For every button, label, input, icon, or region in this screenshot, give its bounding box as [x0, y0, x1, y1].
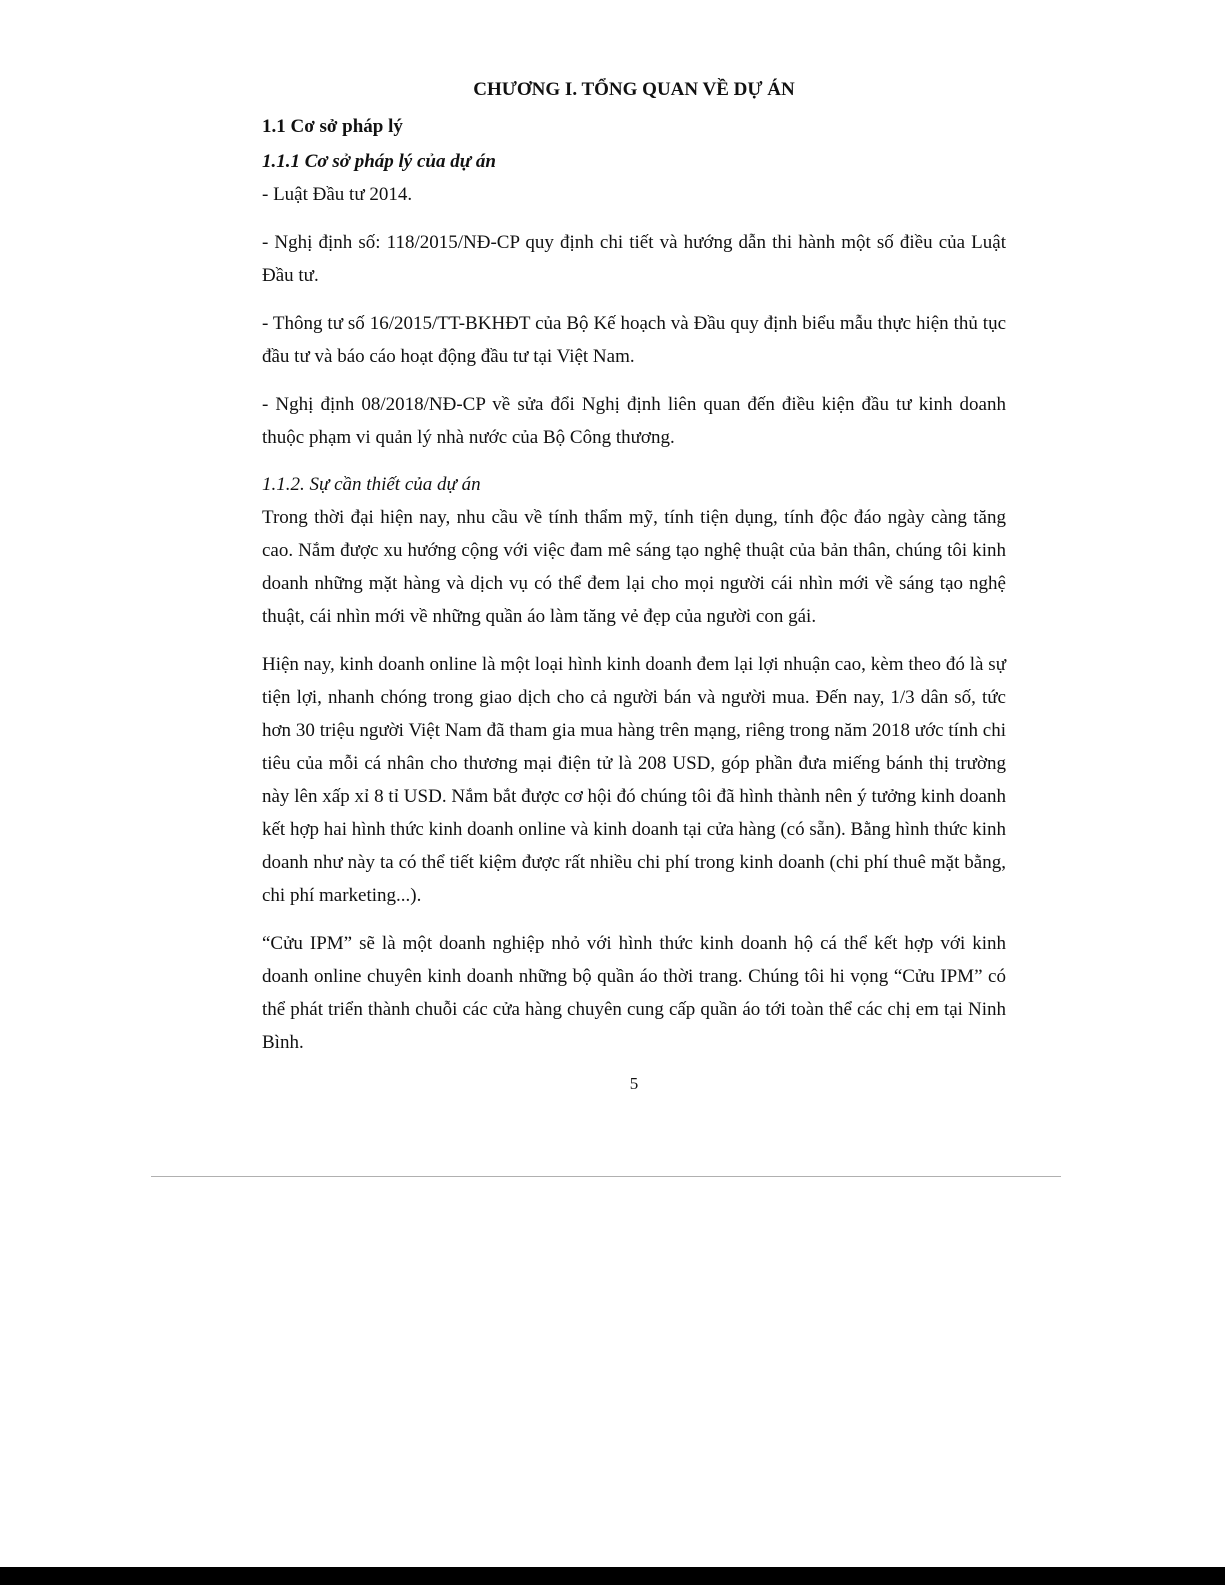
page-number: 5	[629, 1074, 639, 1093]
bottom-edge-bar	[0, 1567, 1225, 1585]
section-heading-1-1-2: 1.1.2. Sự cần thiết của dự án	[262, 474, 481, 495]
page-content	[262, 76, 1006, 1074]
legal-item: - Nghị định số: 118/2015/NĐ-CP quy định chi tiết và hướng dẫn thi hành một số điều của Luật Đầu tư.	[262, 232, 1006, 286]
body-paragraph: Trong thời đại hiện nay, nhu cầu về tính thẩm mỹ, tính tiện dụng, tính độc đáo ngày càng tăng cao. Nắm được xu hướng cộng với việc đam mê sáng tạo nghệ thuật của bản thân, chúng tôi kinh doanh những mặt hàng và dịch vụ có thể đem lại cho mọi người cái nhìn mới về sáng tạo nghệ thuật, cái nhìn mới về những quần áo làm tăng vẻ đẹp của người con gái.	[262, 507, 1006, 627]
page-divider	[151, 1176, 1061, 1177]
section-heading-1-1: 1.1 Cơ sở pháp lý	[262, 116, 403, 137]
body-paragraph: “Cửu IPM” sẽ là một doanh nghiệp nhỏ với hình thức kinh doanh hộ cá thể kết hợp với kinh doanh online chuyên kinh doanh những bộ quần áo thời trang. Chúng tôi hi vọng “Cửu IPM” có thể phát triển thành chuỗi các cửa hàng chuyên cung cấp quần áo tới toàn thể các chị em tại Ninh Bình.	[262, 933, 1006, 1053]
body-paragraph: Hiện nay, kinh doanh online là một loại hình kinh doanh đem lại lợi nhuận cao, kèm theo đó là sự tiện lợi, nhanh chóng trong giao dịch cho cả người bán và người mua. Đến nay, 1/3 dân số, tức hơn 30 triệu người Việt Nam đã tham gia mua hàng trên mạng, riêng trong năm 2018 ước tính chi tiêu của mỗi cá nhân cho thương mại điện tử là 208 USD, góp phần đưa miếng bánh thị trường này lên xấp xỉ 8 tỉ USD. Nắm bắt được cơ hội đó chúng tôi đã hình thành nên ý tưởng kinh doanh kết hợp hai hình thức kinh doanh online và kinh doanh tại cửa hàng (có sẵn). Bằng hình thức kinh doanh như này ta có thể tiết kiệm được rất nhiều chi phí trong kinh doanh (chi phí thuê mặt bằng, chi phí marketing...).	[262, 654, 1006, 906]
section-heading-1-1-1: 1.1.1 Cơ sở pháp lý của dự án	[262, 151, 496, 172]
legal-item: - Luật Đầu tư 2014.	[262, 184, 413, 205]
chapter-title: CHƯƠNG I. TỔNG QUAN VỀ DỰ ÁN	[473, 79, 795, 100]
legal-item: - Nghị định 08/2018/NĐ-CP về sửa đổi Nghị định liên quan đến điều kiện đầu tư kinh doanh thuộc phạm vi quản lý nhà nước của Bộ Công thương.	[262, 394, 1006, 448]
legal-item: - Thông tư số 16/2015/TT-BKHĐT của Bộ Kế hoạch và Đầu quy định biểu mẫu thực hiện thủ tục đầu tư và báo cáo hoạt động đầu tư tại Việt Nam.	[262, 313, 1006, 367]
